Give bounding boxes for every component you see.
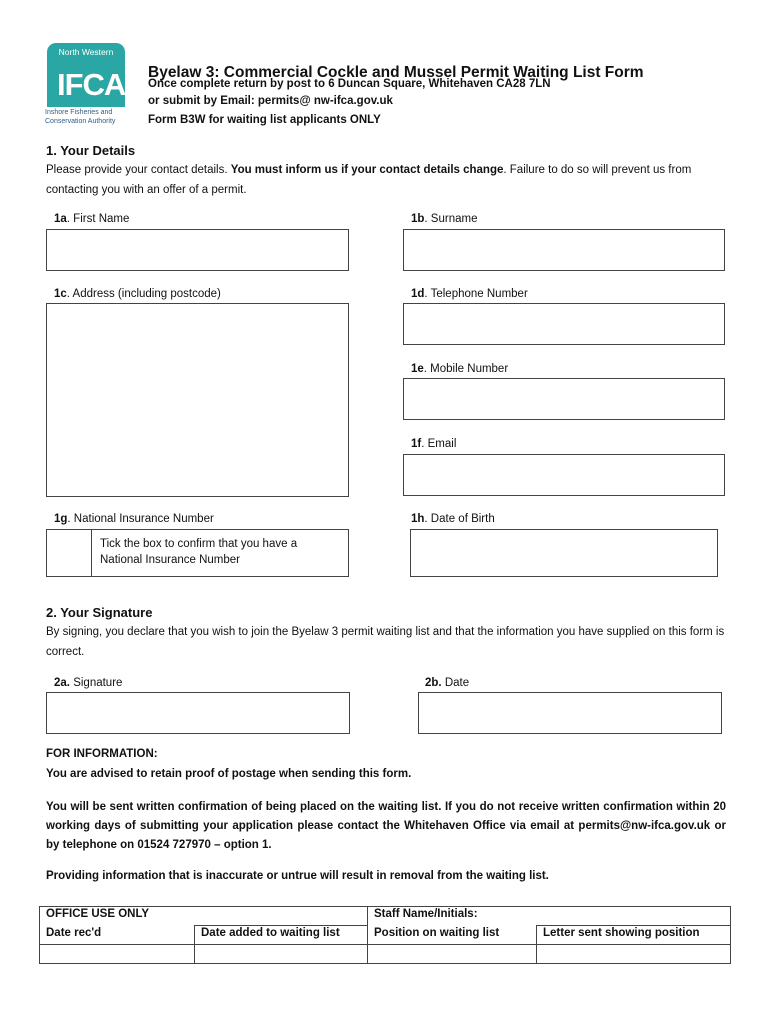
signature-label (54, 677, 122, 689)
mobile-text: . Mobile Number (423, 363, 509, 375)
office-row-columns (40, 926, 731, 945)
office-row-values (40, 945, 731, 964)
logo-main-text: IFCA (57, 67, 126, 102)
return-address: Once complete return by post to 6 Duncan Square, Whitehaven CA28 7LN (148, 78, 551, 90)
address-num: 1c (54, 288, 67, 300)
dob-label (411, 513, 495, 525)
section1-heading: 1. Your Details (46, 143, 136, 158)
letter-sent-header: Letter sent showing position (537, 926, 731, 945)
logo-subtitle (45, 108, 135, 126)
info-heading: FOR INFORMATION: (46, 748, 158, 760)
ni-tick-box[interactable] (47, 530, 91, 576)
logo-subtitle-line1: Inshore Fisheries and (45, 109, 113, 116)
logo-subtitle-line2: Conservation Authority (45, 118, 116, 125)
logo-top-text: North Western (47, 43, 125, 61)
surname-num: 1b (411, 213, 425, 225)
telephone-num: 1d (411, 288, 425, 300)
date-field[interactable] (418, 692, 722, 734)
address-field[interactable] (46, 303, 349, 497)
first-name-num: 1a (54, 213, 67, 225)
info-warning: Providing information that is inaccurate or untrue will result in removal from the waiting list. (46, 870, 549, 882)
date-received-cell[interactable] (40, 945, 195, 964)
logo-main-block (47, 61, 125, 107)
telephone-field[interactable] (403, 303, 725, 345)
address-label (54, 288, 221, 300)
signature-field[interactable] (46, 692, 350, 734)
signature-text: Signature (70, 677, 123, 689)
date-label (425, 677, 469, 689)
staff-name-label: Staff Name/Initials: (368, 907, 731, 926)
mobile-num: 1e (411, 363, 424, 375)
info-postage: You are advised to retain proof of postage when sending this form. (46, 768, 412, 780)
date-text: Date (441, 677, 470, 689)
section1-intro-c: . Failure to do so will prevent us from contacting you with an offer of a permit. (46, 164, 692, 196)
first-name-label (54, 213, 129, 225)
date-received-header: Date rec'd (40, 926, 195, 945)
surname-label (411, 213, 477, 225)
form-title: Byelaw 3: Commercial Cockle and Mussel Permit Waiting List Form (148, 64, 644, 81)
surname-field[interactable] (403, 229, 725, 271)
date-added-header: Date added to waiting list (195, 926, 368, 945)
return-email: or submit by Email: permits@ nw-ifca.gov.uk (148, 95, 393, 107)
date-added-cell[interactable] (195, 945, 368, 964)
ni-tick-text: Tick the box to confirm that you have a National Insurance Number (100, 538, 298, 566)
email-num: 1f (411, 438, 422, 450)
office-use-table (39, 906, 731, 964)
first-name-field[interactable] (46, 229, 349, 271)
section2-intro: By signing, you declare that you wish to join the Byelaw 3 permit waiting list and that the information you have supplied on this form is correct. (46, 626, 725, 658)
telephone-text: . Telephone Number (424, 288, 528, 300)
section1-intro-b: You must inform us if your contact details change (230, 164, 504, 176)
section1-intro (46, 160, 726, 200)
ni-text: . National Insurance Number (67, 513, 214, 525)
ni-label (54, 513, 214, 525)
email-text: . Email (421, 438, 457, 450)
address-text: . Address (including postcode) (66, 288, 221, 300)
email-field[interactable] (403, 454, 725, 496)
office-row-header (40, 907, 731, 926)
ifca-logo (45, 43, 130, 127)
dob-field[interactable] (410, 529, 718, 577)
position-header: Position on waiting list (368, 926, 537, 945)
telephone-label (411, 288, 528, 300)
letter-sent-cell[interactable] (537, 945, 731, 964)
dob-text: . Date of Birth (424, 513, 495, 525)
surname-text: . Surname (424, 213, 478, 225)
form-code: Form B3W for waiting list applicants ONLY (148, 114, 381, 126)
office-use-title: OFFICE USE ONLY (40, 907, 368, 926)
position-cell[interactable] (368, 945, 537, 964)
ni-tick-container (46, 529, 349, 577)
ni-divider (91, 530, 92, 576)
email-label (411, 438, 456, 450)
section2-heading: 2. Your Signature (46, 605, 153, 620)
mobile-field[interactable] (403, 378, 725, 420)
info-confirmation: You will be sent written confirmation of being placed on the waiting list. If you do not receive written confirmation within 20 working days of submitting your application please contact the Whitehaven Office via email at permits@nw-ifca.gov.uk or by telephone on 01524 727970 – option 1. (46, 801, 726, 851)
ni-num: 1g (54, 513, 68, 525)
section1-intro-a: Please provide your contact details. (46, 164, 231, 176)
mobile-label (411, 363, 508, 375)
dob-num: 1h (411, 513, 425, 525)
first-name-text: . First Name (66, 213, 130, 225)
date-num: 2b. (425, 677, 442, 689)
signature-num: 2a. (54, 677, 70, 689)
